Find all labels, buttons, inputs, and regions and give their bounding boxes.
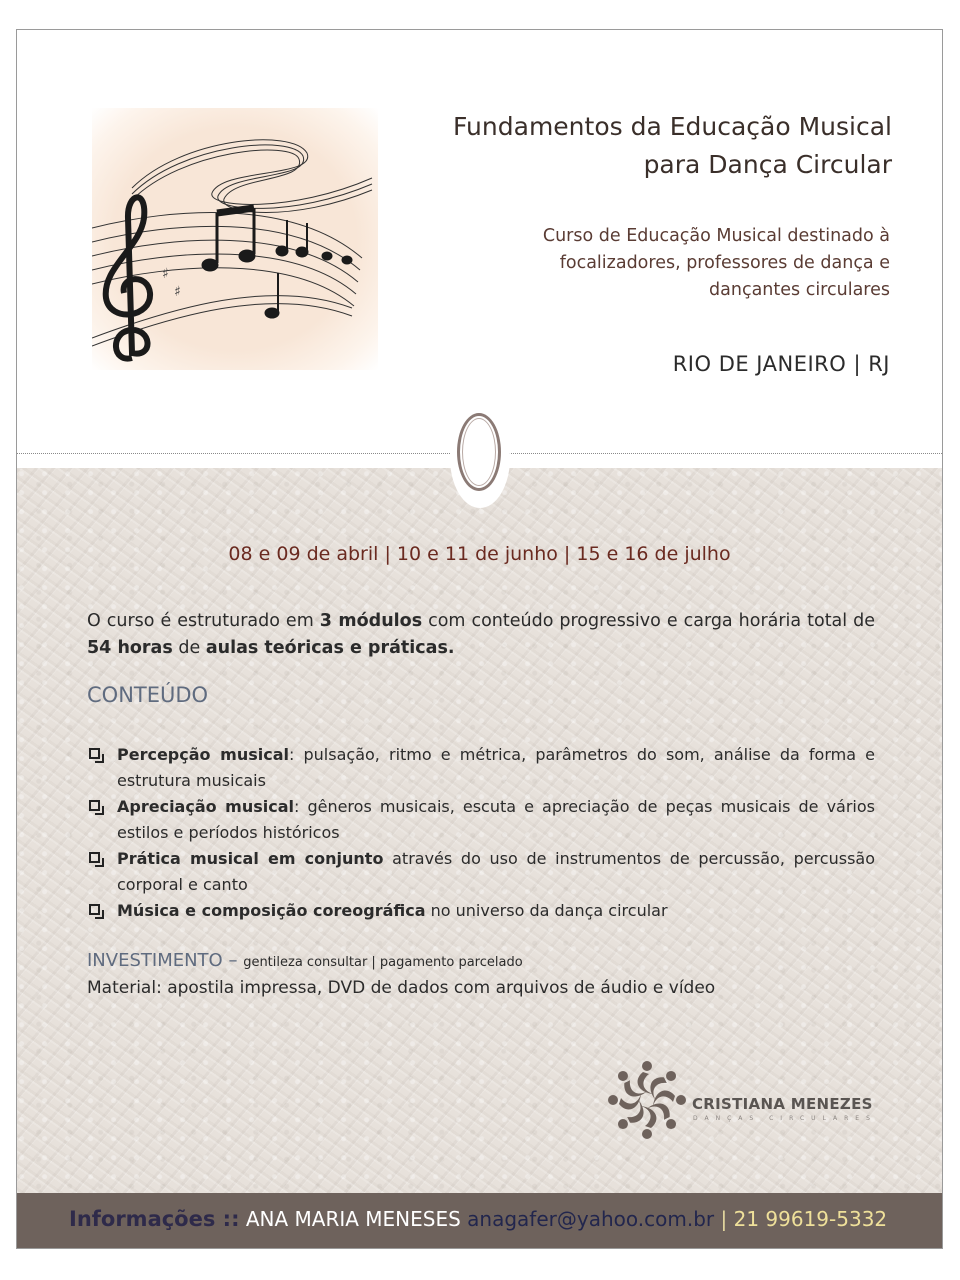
logo-name: CRISTIANA MENEZES: [692, 1095, 873, 1113]
intro-modules: 3 módulos: [319, 611, 423, 631]
list-item: [87, 846, 875, 898]
footer-email-link[interactable]: anagafer@yahoo.com.br: [467, 1207, 715, 1231]
content-list: [87, 742, 875, 924]
list-item-text: : pulsação, ritmo e métrica, parâmetros do som, análise da forma e estrutura musicais: [117, 745, 875, 790]
music-notes-illustration: [92, 108, 378, 370]
investment-dash: –: [222, 950, 244, 971]
subtitle-line3: dançantes circulares: [709, 280, 890, 300]
footer-phone[interactable]: 21 99619-5332: [733, 1207, 888, 1231]
list-item: [87, 898, 875, 924]
list-item-text: no universo da dança circular: [425, 901, 668, 920]
intro-text-3: de: [172, 638, 206, 658]
list-item-title: Prática musical em conjunto: [117, 849, 384, 868]
subtitle-line1: Curso de Educação Musical destinado à: [542, 226, 890, 246]
course-intro: [87, 608, 875, 662]
footer-label: Informações ::: [69, 1207, 240, 1231]
dancers-circle-icon: [602, 1055, 692, 1145]
course-subtitle: [510, 223, 890, 304]
footer-contact-name: ANA MARIA MENESES: [245, 1207, 461, 1231]
oval-ornament-inner: [462, 418, 496, 486]
contact-footer: [17, 1193, 942, 1249]
investment-detail: gentileza consultar | pagamento parcelado: [243, 955, 523, 970]
course-title-line2: para Dança Circular: [643, 150, 892, 179]
investment-line: [87, 950, 523, 971]
course-title-line1: Fundamentos da Educação Musical: [453, 112, 892, 141]
footer-content: [69, 1207, 887, 1231]
investment-label: INVESTIMENTO: [87, 950, 223, 971]
list-item: [87, 794, 875, 846]
list-item-text: através do uso de instrumentos de percussão, percussão corporal e canto: [117, 849, 876, 894]
list-item-title: Percepção musical: [117, 745, 289, 764]
checkbox-bullet-icon: [89, 904, 100, 915]
intro-classes: aulas teóricas e práticas.: [205, 638, 455, 658]
course-title: [453, 108, 892, 184]
subtitle-line2: focalizadores, professores de dança e: [559, 253, 890, 273]
logo-tagline: DANÇAS CIRCULARES: [693, 1115, 877, 1122]
content-heading: CONTEÚDO: [87, 683, 209, 707]
course-dates: 08 e 09 de abril | 10 e 11 de junho | 15 e 16 de julho: [228, 543, 731, 565]
checkbox-bullet-icon: [89, 748, 100, 759]
list-item-title: Apreciação musical: [117, 797, 294, 816]
material-line: Material: apostila impressa, DVD de dados com arquivos de áudio e vídeo: [87, 978, 716, 998]
list-item: [87, 742, 875, 794]
list-item-title: Música e composição coreográfica: [117, 901, 426, 920]
svg-text:♯: ♯: [174, 284, 181, 300]
music-staff-graphic: [92, 108, 378, 370]
svg-text:♯: ♯: [162, 266, 169, 282]
footer-separator: |: [720, 1207, 728, 1231]
intro-text-2: com conteúdo progressivo e carga horária total de: [422, 611, 875, 631]
checkbox-bullet-icon: [89, 800, 100, 811]
flyer: [16, 29, 943, 1249]
list-item-text: : gêneros musicais, escuta e apreciação de peças musicais de vários estilos e períodos históricos: [117, 797, 875, 842]
checkbox-bullet-icon: [89, 852, 100, 863]
intro-text-1: O curso é estruturado em: [87, 611, 320, 631]
city-location: RIO DE JANEIRO | RJ: [672, 352, 890, 376]
intro-hours: 54 horas: [87, 638, 173, 658]
